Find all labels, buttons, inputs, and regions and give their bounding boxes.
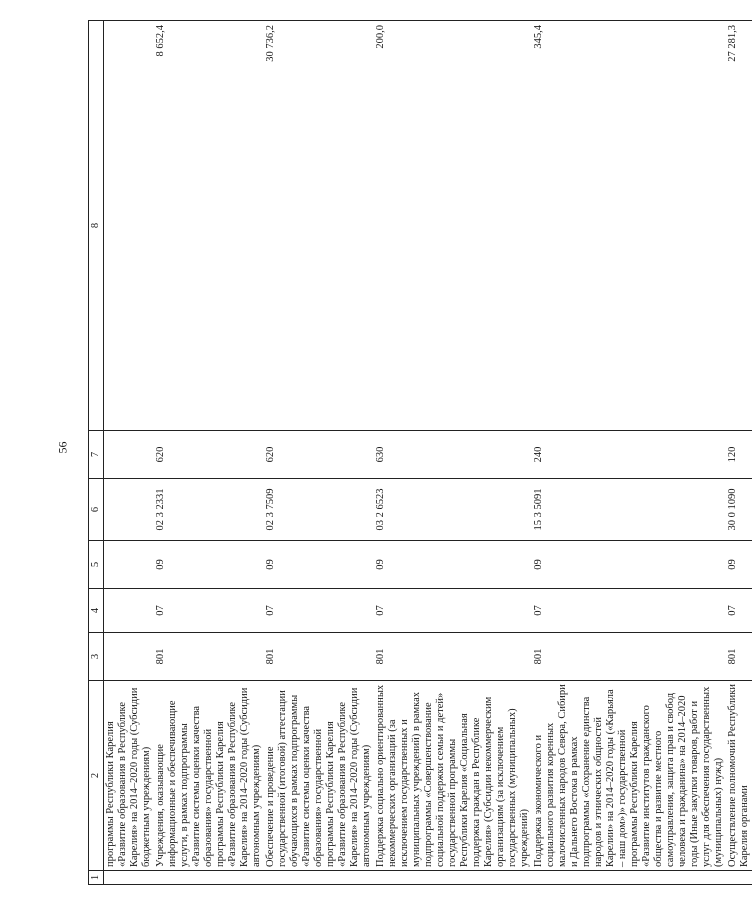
column-header-7: 7 xyxy=(89,431,104,479)
row-number-cell xyxy=(104,871,155,885)
description-cell: Поддержка социально ориентированных некоммерческих организаций (за исключением государственных и муниципальных учреждений) в рамках подпрограммы «Совершенствование социальной поддержки семьи и детей» государственной программы Республики Карелия «Социальная поддержка граждан в Республике Карелия» (Субсидии некоммерческим организациям (за исключением государственных (муниципальных) учреждений) xyxy=(374,681,532,871)
column-header-4: 4 xyxy=(89,589,104,633)
expense-type-cell: 630 xyxy=(374,431,532,479)
target-article-cell: 03 2 6523 xyxy=(374,479,532,541)
table-row xyxy=(154,21,264,885)
description-cell: Поддержка экономического и социального развития коренных малочисленных народов Севера, Сибири и Дальнего Востока в рамках подпрограммы «Сохранение единства народов и этнических общностей Карелии» на 2014–2020 годы («Карьяла – наш дом»)» государственной программы Республики Карелия «Развитие институтов гражданского общества и развитие местного самоуправления, защита прав и свобод человека и гражданина» на 2014–2020 годы (Иные закупки товаров, работ и услуг для обеспечения государственных (муниципальных) нужд) xyxy=(532,681,726,871)
target-article-cell: 15 3 5091 xyxy=(532,479,726,541)
subsection-cell: 09 xyxy=(264,541,374,589)
description-cell: Учреждения, оказывающие информационные и обеспечивающие услуги, в рамках подпрограммы «Развитие системы оценки качества образования» государственной программы Республики Карелия «Развитие образования в Республике Карелия» на 2014–2020 годы (Субсидии автономным учреждениям) xyxy=(154,681,264,871)
column-header-5: 5 xyxy=(89,541,104,589)
amount-cell: 27 281,3 xyxy=(726,21,752,431)
subsection-cell xyxy=(104,541,155,589)
expense-type-cell xyxy=(104,431,155,479)
row-number-cell xyxy=(532,871,726,885)
section-cell xyxy=(104,589,155,633)
page-number: 56 xyxy=(55,441,70,454)
section-cell: 07 xyxy=(154,589,264,633)
description-cell: Осуществление полномочий Республики Карелия органами xyxy=(726,681,752,871)
ministry-code-cell: 801 xyxy=(264,633,374,681)
section-cell: 07 xyxy=(264,589,374,633)
section-cell: 07 xyxy=(374,589,532,633)
table-row xyxy=(374,21,532,885)
table-row xyxy=(104,21,155,885)
amount-cell: 200,0 xyxy=(374,21,532,431)
column-header-3: 3 xyxy=(89,633,104,681)
target-article-cell: 02 3 7509 xyxy=(264,479,374,541)
expense-type-cell: 620 xyxy=(264,431,374,479)
row-number-cell xyxy=(374,871,532,885)
header-row xyxy=(89,21,104,885)
ministry-code-cell: 801 xyxy=(154,633,264,681)
row-number-cell xyxy=(726,871,752,885)
rotated-table-container xyxy=(88,20,750,885)
amount-cell: 8 652,4 xyxy=(154,21,264,431)
subsection-cell: 09 xyxy=(154,541,264,589)
target-article-cell: 02 3 2331 xyxy=(154,479,264,541)
subsection-cell: 09 xyxy=(374,541,532,589)
ministry-code-cell: 801 xyxy=(726,633,752,681)
column-header-8: 8 xyxy=(89,21,104,431)
ministry-code-cell xyxy=(104,633,155,681)
section-cell: 07 xyxy=(532,589,726,633)
table-row xyxy=(264,21,374,885)
target-article-cell: 30 0 1090 xyxy=(726,479,752,541)
table-row xyxy=(532,21,726,885)
description-cell: программы Республики Карелия «Развитие образования в Республике Карелия» на 2014–2020 годы (Субсидии бюджетным учреждениям) xyxy=(104,681,155,871)
table-row xyxy=(726,21,752,885)
column-header-2: 2 xyxy=(89,681,104,871)
ministry-code-cell: 801 xyxy=(374,633,532,681)
subsection-cell: 09 xyxy=(532,541,726,589)
expense-type-cell: 240 xyxy=(532,431,726,479)
target-article-cell xyxy=(104,479,155,541)
column-header-6: 6 xyxy=(89,479,104,541)
row-number-cell xyxy=(264,871,374,885)
expense-type-cell: 120 xyxy=(726,431,752,479)
amount-cell: 345,4 xyxy=(532,21,726,431)
description-cell: Обеспечение и проведение государственной (итоговой) аттестации обучающихся в рамках подпрограммы «Развитие системы оценки качества образования» государственной программы Республики Карелия «Развитие образования в Республике Карелия» на 2014–2020 годы (Субсидии автономным учреждениям) xyxy=(264,681,374,871)
budget-table xyxy=(88,20,752,885)
expense-type-cell: 620 xyxy=(154,431,264,479)
ministry-code-cell: 801 xyxy=(532,633,726,681)
row-number-cell xyxy=(154,871,264,885)
amount-cell: 30 736,2 xyxy=(264,21,374,431)
amount-cell xyxy=(104,21,155,431)
section-cell: 07 xyxy=(726,589,752,633)
subsection-cell: 09 xyxy=(726,541,752,589)
column-header-1: 1 xyxy=(89,871,104,885)
